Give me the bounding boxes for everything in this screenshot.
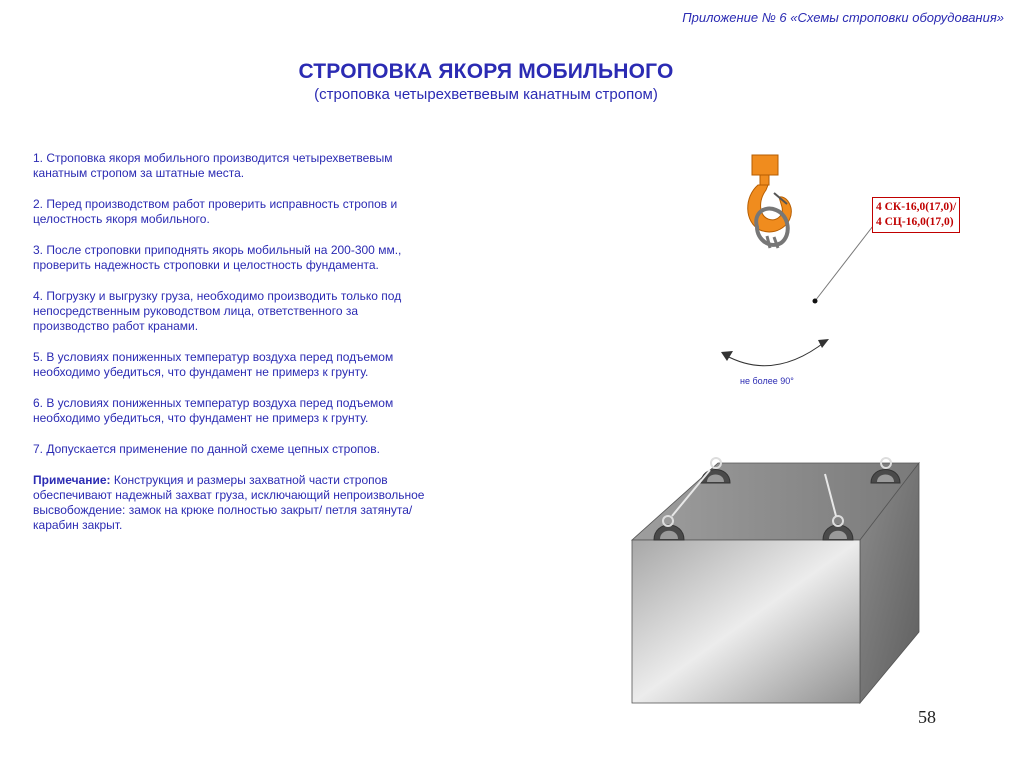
instruction-item: 1. Строповка якоря мобильного производится четырехветвевым канатным стропом за штатные места.: [33, 151, 393, 180]
sling-spec-label: [872, 197, 960, 233]
crane-hook-icon: [748, 155, 792, 248]
label-leader-line: [815, 226, 873, 301]
concrete-block: [632, 463, 919, 703]
angle-arc-icon: [721, 339, 829, 366]
instruction-item: 5. В условиях пониженных температур воздуха перед подъемом необходимо убедиться, что фундамент не примерз к грунту.: [33, 350, 394, 379]
page-subtitle: (строповка четырехветвевым канатным стропом): [314, 86, 658, 103]
sling-spec-line: 4 СК-16,0(17,0)/: [876, 201, 957, 213]
instruction-item: 7. Допускается применение по данной схеме цепных стропов.: [33, 442, 380, 456]
leader-dot: [813, 299, 818, 304]
page-title: СТРОПОВКА ЯКОРЯ МОБИЛЬНОГО: [298, 60, 674, 83]
instruction-item: 6. В условиях пониженных температур воздуха перед подъемом необходимо убедиться, что фундамент не примерз к грунту.: [33, 396, 394, 425]
sling-spec-line: 4 СЦ-16,0(17,0): [876, 216, 954, 228]
appendix-header: Приложение № 6 «Схемы строповки оборудования»: [682, 10, 1004, 25]
instruction-item: 2. Перед производством работ проверить исправность стропов и целостность якоря мобильного.: [33, 197, 398, 226]
instruction-item: 4. Погрузку и выгрузку груза, необходимо производить только под непосредственным руководством лица, ответственного за производство работ кранами.: [33, 289, 402, 333]
angle-label: не более 90°: [740, 376, 794, 386]
note-text: Конструкция и размеры захватной части стропов обеспечивают надежный захват груза, исключающий непроизвольное высвобождение: замок на крюке полностью закрыт/ петля затянута/ карабин закрыт.: [33, 473, 425, 532]
page-number: 58: [918, 707, 936, 727]
instruction-item: 3. После строповки приподнять якорь мобильный на 200-300 мм., проверить надежность строповки и целостность фундамента.: [33, 243, 402, 272]
note-label: Примечание:: [33, 473, 111, 487]
